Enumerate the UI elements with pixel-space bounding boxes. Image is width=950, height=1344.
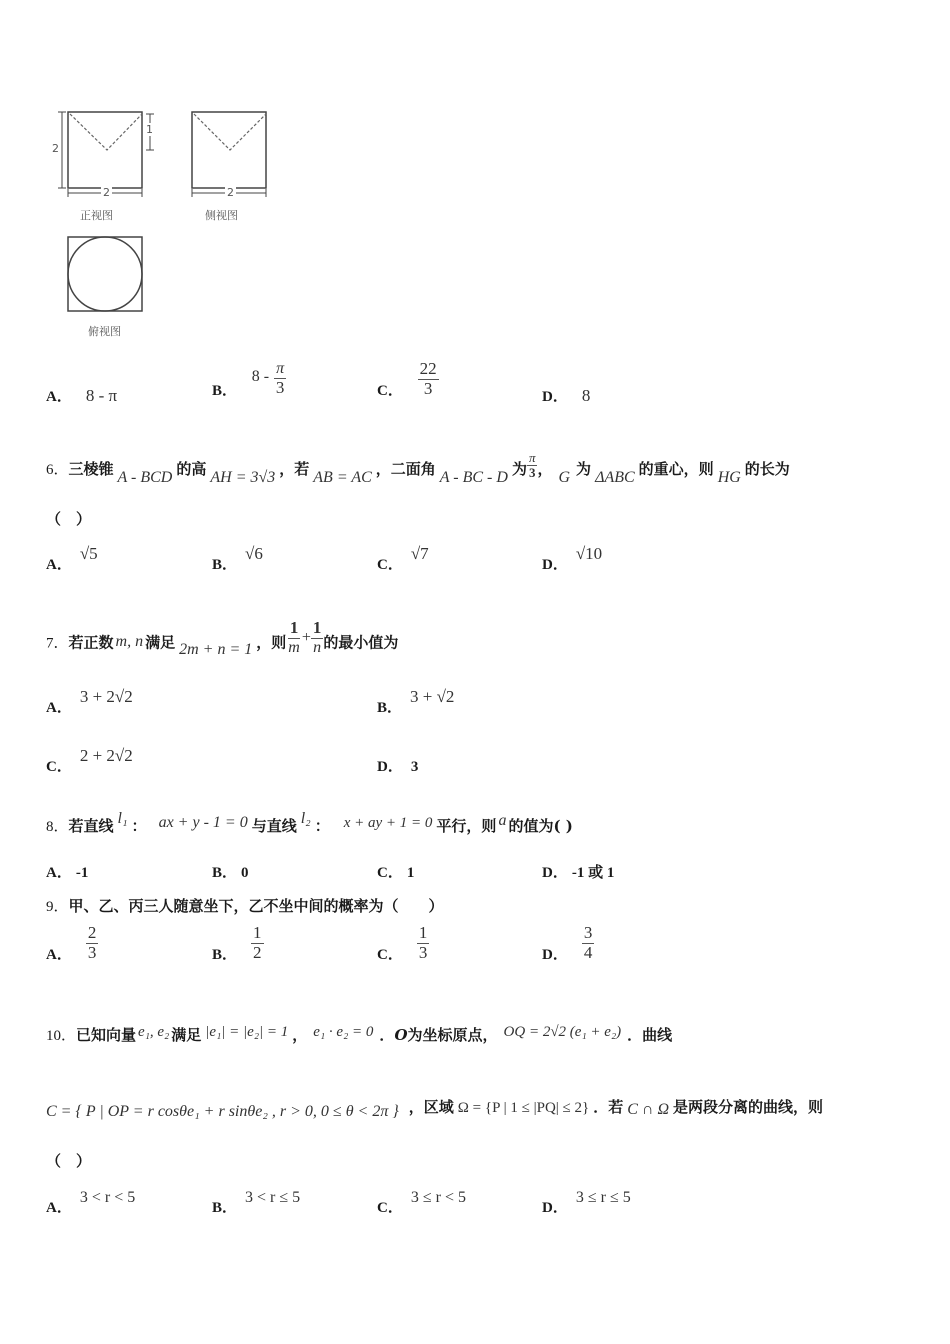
front-view-square	[68, 112, 142, 188]
side-width-label: 2	[227, 186, 234, 199]
side-view-square	[192, 112, 266, 188]
q6-option-d[interactable]: D．√10	[542, 544, 603, 573]
q5-option-a[interactable]: A． 8 - π	[46, 386, 118, 405]
q10-option-d[interactable]: D．3 ≤ r ≤ 5	[542, 1189, 631, 1216]
question-8: 8．若直线 l₁ ： ax + y - 1 = 0 与直线 l₂ ： x + ay + 1 = 0 平行，则 a 的值为( )	[46, 810, 573, 835]
q5-option-b[interactable]: B． 8 - $\frac{\pi}{3}$	[212, 360, 285, 399]
top-view-caption: 俯视图	[88, 325, 121, 338]
q7-option-a[interactable]: A．3 + 2√2	[46, 687, 133, 716]
front-width-label: 2	[103, 186, 110, 199]
q9-option-d[interactable]: D． $\frac{3}{4}$	[542, 923, 593, 964]
q5-option-c[interactable]: C． $\frac{22}{3}$	[377, 359, 437, 400]
q8-option-c[interactable]: C． 1	[377, 865, 415, 881]
q10-option-c[interactable]: C．3 ≤ r < 5	[377, 1189, 466, 1216]
question-9: 9．甲、乙、丙三人随意坐下，乙不坐中间的概率为（ ）	[46, 897, 444, 915]
q8-option-a[interactable]: A． -1	[46, 865, 89, 881]
q7-option-b[interactable]: B．3 + √2	[377, 687, 455, 716]
q7-option-c[interactable]: C．2 + 2√2	[46, 746, 133, 775]
q10-option-a[interactable]: A．3 < r < 5	[46, 1189, 136, 1216]
front-height-label: 2	[52, 142, 59, 155]
front-view-dashed	[70, 114, 142, 150]
side-view-caption: 侧视图	[205, 209, 238, 222]
question-10-line2: C = { P | OP = r cosθe₁ + r sinθe₂ , r > 0, 0 ≤ θ < 2π } ，区域 Ω = {P | 1 ≤ |PQ| ≤ 2} ．若 C ∩ Ω 是两段分离的曲线，则	[46, 1098, 824, 1120]
q8-option-b[interactable]: B． 0	[212, 865, 249, 881]
q7-option-d[interactable]: D． 3	[377, 759, 419, 775]
question-10: 10．已知向量 e₁, e₂ 满足 |e₁| = |e₂| = 1 ， e₁ · e₂ = 0 ．O为坐标原点， OQ = 2√2 (e₁ + e₂) ．曲线	[46, 1024, 673, 1044]
question-6: 6．三棱锥 A - BCD 的高 AH = 3√3 ，若 AB = AC ，二面角 A - BC - D 为 $\frac{\pi}{3}$ ， G 为 ΔABC 的重心，则 HG 的长为	[46, 450, 790, 486]
front-view-caption: 正视图	[80, 209, 113, 222]
q8-option-d[interactable]: D． -1 或 1	[542, 865, 615, 881]
q6-option-c[interactable]: C．√7	[377, 544, 429, 573]
q10-option-b[interactable]: B．3 < r ≤ 5	[212, 1189, 301, 1216]
side-view-dashed	[194, 114, 266, 150]
q10-paren: （ ）	[46, 1152, 92, 1170]
q6-option-b[interactable]: B．√6	[212, 544, 263, 573]
question-7: 7．若正数 m, n 满足 2m + n = 1 ，则 $\frac{1}{m}$ + $\frac{1}{n}$ 的最小值为	[46, 618, 399, 658]
q5-option-d[interactable]: D． 8	[542, 386, 591, 405]
q9-option-b[interactable]: B． $\frac{1}{2}$	[212, 923, 262, 964]
q6-option-a[interactable]: A．√5	[46, 544, 98, 573]
front-depth-label: 1	[146, 123, 153, 136]
q9-option-a[interactable]: A． $\frac{2}{3}$	[46, 923, 97, 964]
q9-option-c[interactable]: C． $\frac{1}{3}$	[377, 923, 428, 964]
top-view-circle	[68, 237, 142, 311]
q6-paren: （ ）	[46, 510, 92, 528]
